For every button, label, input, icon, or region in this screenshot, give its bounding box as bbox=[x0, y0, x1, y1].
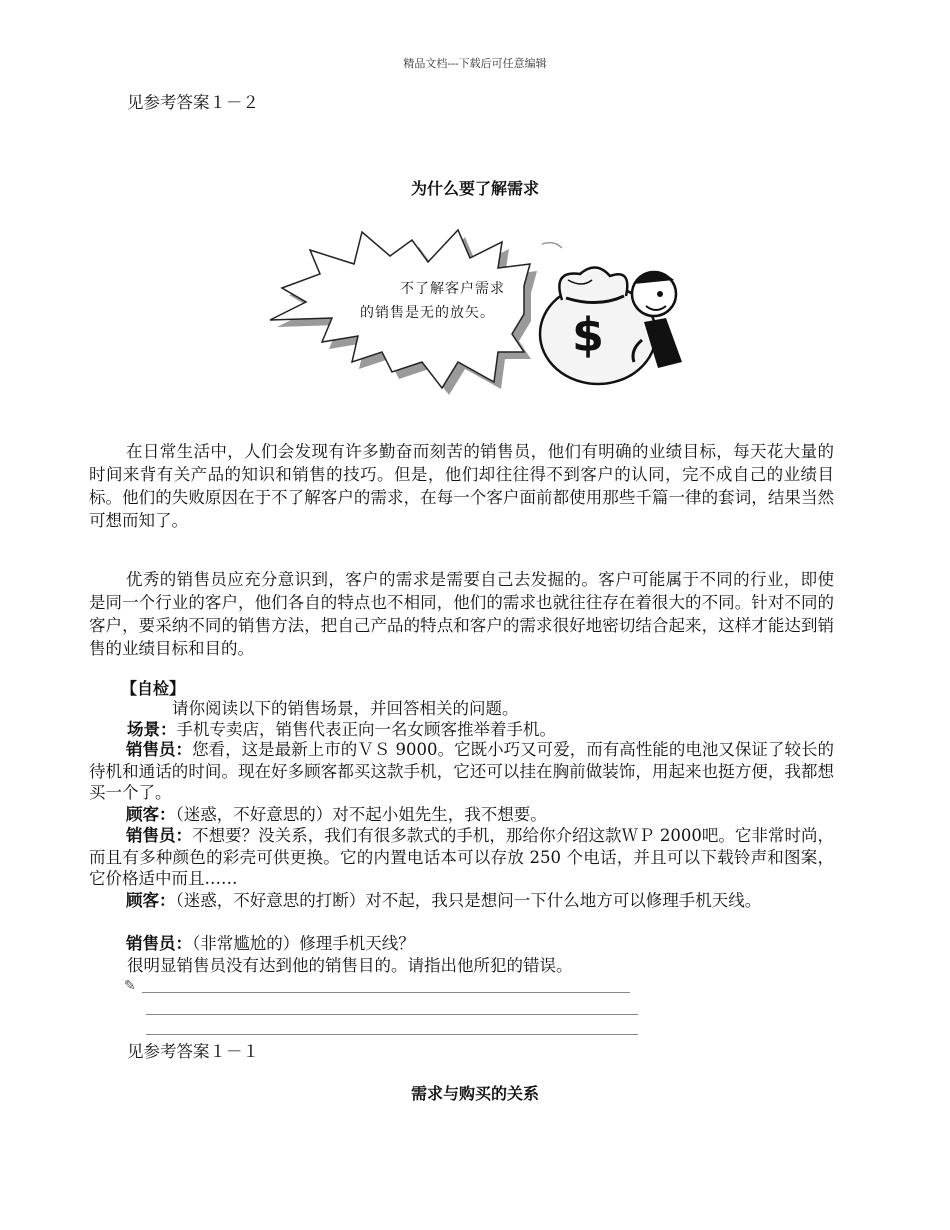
dialog-text: （非常尴尬的）修理手机天线？ bbox=[192, 934, 415, 953]
answer-reference-top: 见参考答案１－２ bbox=[127, 93, 259, 112]
bubble-text-line-1: 不了解客户需求 bbox=[400, 281, 505, 297]
answer-line-2[interactable] bbox=[146, 1014, 638, 1015]
question-text: 很明显销售员没有达到他的销售目的。请指出他所犯的错误。 bbox=[127, 956, 573, 975]
section-title-need-and-purchase: 需求与购买的关系 bbox=[410, 1084, 539, 1103]
speaker-label: 销售员： bbox=[126, 826, 193, 845]
dialog-customer-1 bbox=[89, 804, 834, 826]
bubble-text-line-2: 的销售是无的放矢。 bbox=[360, 305, 495, 321]
self-check-instruction: 请你阅读以下的销售场景，并回答相关的问题。 bbox=[172, 699, 519, 718]
answer-line-1[interactable] bbox=[142, 992, 630, 993]
speaker-label: 销售员： bbox=[126, 740, 193, 759]
dialog-text: （迷惑，不好意思的）对不起小姐先生，我不想要。 bbox=[175, 805, 547, 824]
speaker-label: 销售员： bbox=[126, 934, 192, 953]
dialog-salesperson-1 bbox=[89, 739, 834, 804]
scene-label: 场景： bbox=[127, 720, 177, 739]
dialog-customer-2 bbox=[89, 890, 834, 912]
dialog-salesperson-3 bbox=[89, 933, 834, 955]
paragraph-excellent-salesperson: 优秀的销售员应充分意识到，客户的需求是需要自己去发掘的。客户可能属于不同的行业，即使是同一个行业的客户，他们各自的特点也不相同，他们的需求也就往往存在着很大的不同。针对不同的客户，要采纳不同的销售方法，把自己产品的特点和客户的需求很好地密切结合起来，这样才能达到销售的业绩目标和目的。 bbox=[89, 570, 834, 658]
dollar-sign-icon: $ bbox=[572, 308, 605, 362]
scene-line bbox=[127, 718, 556, 741]
speaker-label: 顾客： bbox=[126, 891, 176, 910]
speaker-label: 顾客： bbox=[126, 805, 176, 824]
dialog-text: （迷惑，不好意思的打断）对不起，我只是想问一下什么地方可以修理手机天线。 bbox=[175, 891, 762, 910]
self-check-label: 【自检】 bbox=[121, 679, 186, 698]
section-title-why-understand-needs: 为什么要了解需求 bbox=[410, 179, 539, 198]
paragraph-why-salespeople-fail: 在日常生活中，人们会发现有许多勤奋而刻苦的销售员，他们有明确的业绩目标，每天花大量的时间来背有关产品的知识和销售的技巧。但是，他们却往往得不到客户的认同，完不成自己的业绩目标。他们的失败原因在于不了解客户的需求，在每一个客户面前都使用那些千篇一律的套词，结果当然可想而知了。 bbox=[89, 442, 834, 530]
cartoon-illustration bbox=[262, 222, 692, 402]
scene-text: 手机专卖店，销售代表正向一名女顾客推举着手机。 bbox=[176, 720, 556, 739]
dialog-text: 您看，这是最新上市的ＶＳ 9000。它既小巧又可爱，而有高性能的电池又保证了较长的待机和通话的时间。现在好多顾客都买这款手机，它还可以挂在胸前做装饰，用起来也挺方便，我都想买一个了。 bbox=[89, 740, 834, 802]
answer-line-3[interactable] bbox=[146, 1034, 638, 1035]
dialog-salesperson-2 bbox=[89, 825, 834, 890]
pencil-icon: ✎ bbox=[124, 978, 136, 994]
dialog-text: 不想要？没关系，我们有很多款式的手机，那给你介绍这款ＷＰ 2000吧。它非常时尚，而且有多种颜色的彩壳可供更换。它的内置电话本可以存放 250 个电话，并且可以下载铃声和图案，它价格适中而且…… bbox=[89, 826, 834, 888]
answer-reference-bottom: 见参考答案１－１ bbox=[127, 1042, 259, 1061]
page-header: 精品文档---下载后可任意编辑 bbox=[403, 57, 547, 70]
